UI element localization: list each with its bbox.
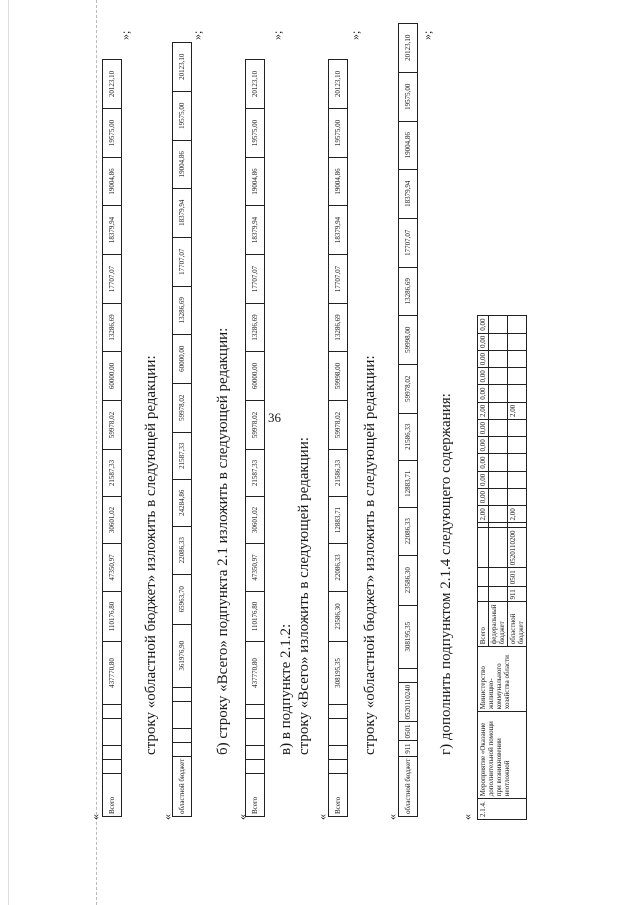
cell-code: [478, 523, 489, 528]
cell-value: 361976,90: [173, 624, 192, 687]
quote-close: »;: [118, 30, 132, 40]
cell-value: [489, 488, 508, 505]
cell-value: 2,00: [478, 506, 489, 523]
cell-value: 18379,94: [246, 206, 265, 255]
cell-value: 21586,33: [399, 413, 418, 460]
cell-value: [173, 701, 192, 728]
quote-open: «: [385, 814, 399, 820]
cell-value: 19575,00: [173, 91, 192, 140]
cell-value: 21587,33: [103, 450, 122, 497]
cell-value: 2,00: [508, 402, 527, 419]
cell-value: 59998,00: [329, 352, 348, 401]
cell-value: 13286,69: [399, 267, 418, 315]
cell-value: 59978,02: [329, 401, 348, 450]
cell-value: 59978,02: [399, 364, 418, 413]
cell-value: 21586,33: [329, 450, 348, 497]
table-total-row: [102, 59, 122, 817]
cell-value: 0,00: [478, 385, 489, 402]
cell-code: 0520110200: [508, 528, 527, 568]
row-label: областной бюджет: [173, 756, 192, 816]
cell-value: 59978,02: [173, 383, 192, 432]
cell-value: [508, 316, 527, 333]
cell-value: 0,00: [478, 368, 489, 385]
cell-value: 0,00: [478, 419, 489, 436]
cell-value: 17707,07: [399, 218, 418, 267]
row-label: федеральный бюджет: [489, 602, 508, 647]
table-regional-budget-row: [172, 42, 192, 817]
ministry-name: Министерство жилищно-коммунального хозяйства области: [478, 647, 527, 712]
cell-value: [329, 760, 348, 774]
quote-open: «: [235, 814, 249, 820]
row-label: Всего: [103, 774, 122, 817]
cell-value: 19004,86: [399, 121, 418, 169]
cell-value: [246, 719, 265, 746]
cell-value: [508, 385, 527, 402]
cell-value: 18379,94: [173, 188, 192, 237]
cell-code: [489, 568, 508, 587]
cell-value: 20123,10: [329, 60, 348, 109]
cell-value: 60000,00: [246, 352, 265, 401]
cell-value: 22086,33: [173, 526, 192, 574]
table-v-regional-row: [398, 23, 418, 817]
table-row: [329, 60, 348, 817]
cell-value: [173, 687, 192, 701]
cell-value: 19004,86: [246, 158, 265, 206]
cell-value: [489, 385, 508, 402]
table-v-total-row: [328, 59, 348, 817]
cell-value: 0,00: [478, 333, 489, 350]
cell-value: 12883,71: [329, 497, 348, 544]
cell-value: 2,00: [478, 402, 489, 419]
cell-value: [489, 368, 508, 385]
row-label: областной бюджет: [399, 756, 418, 816]
cell-value: 59978,02: [246, 401, 265, 450]
quote-close: »;: [348, 30, 362, 40]
cell-code: 0501: [508, 568, 527, 587]
cell-value: 110176,80: [246, 592, 265, 642]
cell-code: [508, 523, 527, 528]
cell-value: [489, 471, 508, 488]
paragraph-v-regional: строку «областной бюджет» изложить в следующей редакции:: [362, 355, 378, 755]
cell-value: 18379,94: [399, 169, 418, 218]
cell-value: 30601,02: [246, 497, 265, 544]
quote-close: »;: [420, 30, 434, 40]
cell-value: [246, 705, 265, 719]
cell-value: 0,00: [478, 437, 489, 454]
cell-value: 20123,10: [103, 60, 122, 109]
cell-value: 21587,33: [246, 450, 265, 497]
cell-value: 59998,00: [399, 315, 418, 364]
cell-value: [489, 419, 508, 436]
cell-value: 911: [399, 741, 418, 756]
cell-value: 437770,80: [103, 642, 122, 705]
cell-value: 19004,86: [103, 158, 122, 206]
cell-value: [103, 746, 122, 760]
cell-code: 911: [508, 587, 527, 602]
cell-value: 19575,00: [246, 109, 265, 158]
row-label: Всего: [478, 602, 489, 647]
cell-value: 23586,30: [399, 555, 418, 605]
row-label: Всего: [246, 774, 265, 817]
cell-value: [329, 746, 348, 760]
cell-value: 18379,94: [103, 206, 122, 255]
cell-value: 19575,00: [399, 72, 418, 121]
cell-value: [489, 333, 508, 350]
cell-value: 0,00: [478, 471, 489, 488]
cell-value: 59978,02: [103, 401, 122, 450]
cell-value: 60000,00: [103, 352, 122, 401]
quote-open: «: [88, 814, 102, 820]
cell-code: [478, 568, 489, 587]
cell-value: 22086,33: [329, 544, 348, 592]
cell-value: 19004,86: [173, 140, 192, 188]
cell-value: [508, 488, 527, 505]
table-row: [246, 60, 265, 817]
cell-value: 21587,33: [173, 432, 192, 479]
cell-code: [489, 587, 508, 602]
cell-value: 110176,80: [103, 592, 122, 642]
paragraph-regional-budget: строку «областной бюджет» изложить в следующей редакции:: [143, 355, 159, 755]
cell-value: 47350,97: [246, 544, 265, 592]
cell-value: 18379,94: [329, 206, 348, 255]
cell-value: [508, 419, 527, 436]
cell-value: 13286,69: [103, 304, 122, 352]
table-row: [103, 60, 122, 817]
cell-value: 24284,86: [173, 479, 192, 526]
cell-value: [399, 668, 418, 682]
cell-value: 19575,00: [103, 109, 122, 158]
paragraph-g: г) дополнить подпунктом 2.1.4 следующего содержания:: [438, 393, 454, 755]
cell-value: 17707,07: [329, 255, 348, 304]
cell-value: 17707,07: [246, 255, 265, 304]
cell-value: [489, 402, 508, 419]
cell-value: [246, 760, 265, 774]
cell-value: 17707,07: [103, 255, 122, 304]
cell-value: 19004,86: [329, 158, 348, 206]
cell-value: 13286,69: [246, 304, 265, 352]
row-label: Всего: [329, 774, 348, 817]
paragraph-b: б) строку «Всего» подпункта 2.1 изложить в следующей редакции:: [215, 327, 231, 755]
cell-value: 22086,33: [399, 507, 418, 555]
page-number: 36: [268, 410, 281, 425]
cell-value: 2,00: [508, 506, 527, 523]
cell-value: 20123,10: [399, 23, 418, 72]
cell-value: [329, 719, 348, 746]
cell-value: [489, 437, 508, 454]
table-row: [173, 42, 192, 816]
cell-value: [173, 728, 192, 742]
cell-value: 437770,80: [246, 642, 265, 705]
row-label: областной бюджет: [508, 602, 527, 647]
cell-value: 0501: [399, 722, 418, 741]
cell-value: 47350,97: [103, 544, 122, 592]
cell-value: 308195,35: [329, 642, 348, 705]
paragraph-v-total: строку «Всего» изложить в следующей редакции:: [296, 437, 312, 755]
cell-value: 17707,07: [173, 237, 192, 286]
quote-open: «: [460, 814, 474, 820]
cell-value: 13286,69: [173, 286, 192, 334]
cell-value: [489, 454, 508, 471]
cell-value: [329, 705, 348, 719]
quote-open: «: [160, 814, 174, 820]
cell-value: [489, 506, 508, 523]
table-row: [399, 23, 418, 816]
cell-value: 0,00: [478, 488, 489, 505]
quote-open: «: [315, 814, 329, 820]
cell-value: 0520110240: [399, 682, 418, 722]
cell-value: 20123,10: [246, 60, 265, 109]
cell-value: [508, 454, 527, 471]
cell-value: [508, 471, 527, 488]
cell-value: 23586,30: [329, 592, 348, 642]
paragraph-v: в) в подпункте 2.1.2:: [278, 623, 294, 755]
cell-value: 65963,70: [173, 574, 192, 624]
cell-value: 12883,71: [399, 460, 418, 507]
cell-value: 0,00: [478, 350, 489, 367]
cell-value: 13286,69: [329, 304, 348, 352]
cell-value: [508, 350, 527, 367]
cell-value: 0,00: [478, 454, 489, 471]
cell-code: [478, 528, 489, 568]
subitem-number: 2.1.4.: [478, 799, 527, 820]
fold-line: [96, 0, 97, 905]
cell-value: [489, 316, 508, 333]
cell-value: 19575,00: [329, 109, 348, 158]
cell-value: [173, 742, 192, 756]
cell-value: 60000,00: [173, 334, 192, 383]
cell-value: 30601,02: [103, 497, 122, 544]
cell-value: [246, 746, 265, 760]
cell-value: [489, 350, 508, 367]
cell-value: 20123,10: [173, 42, 192, 91]
cell-value: [103, 705, 122, 719]
cell-value: [103, 760, 122, 774]
cell-value: 308195,35: [399, 605, 418, 668]
quote-close: »;: [190, 30, 204, 40]
cell-code: [489, 523, 508, 528]
cell-value: [508, 368, 527, 385]
measure-name: Мероприятие «Оказание дополнительной помощи при возникновении неотложной: [478, 712, 527, 799]
cell-value: 0,00: [478, 316, 489, 333]
cell-value: [508, 333, 527, 350]
table-subitem-2-1-4: [477, 315, 527, 820]
cell-code: [478, 587, 489, 602]
cell-value: [103, 719, 122, 746]
cell-code: [489, 528, 508, 568]
quote-close: »;: [270, 30, 284, 40]
table-b-total-row: [245, 59, 265, 817]
cell-value: [508, 437, 527, 454]
